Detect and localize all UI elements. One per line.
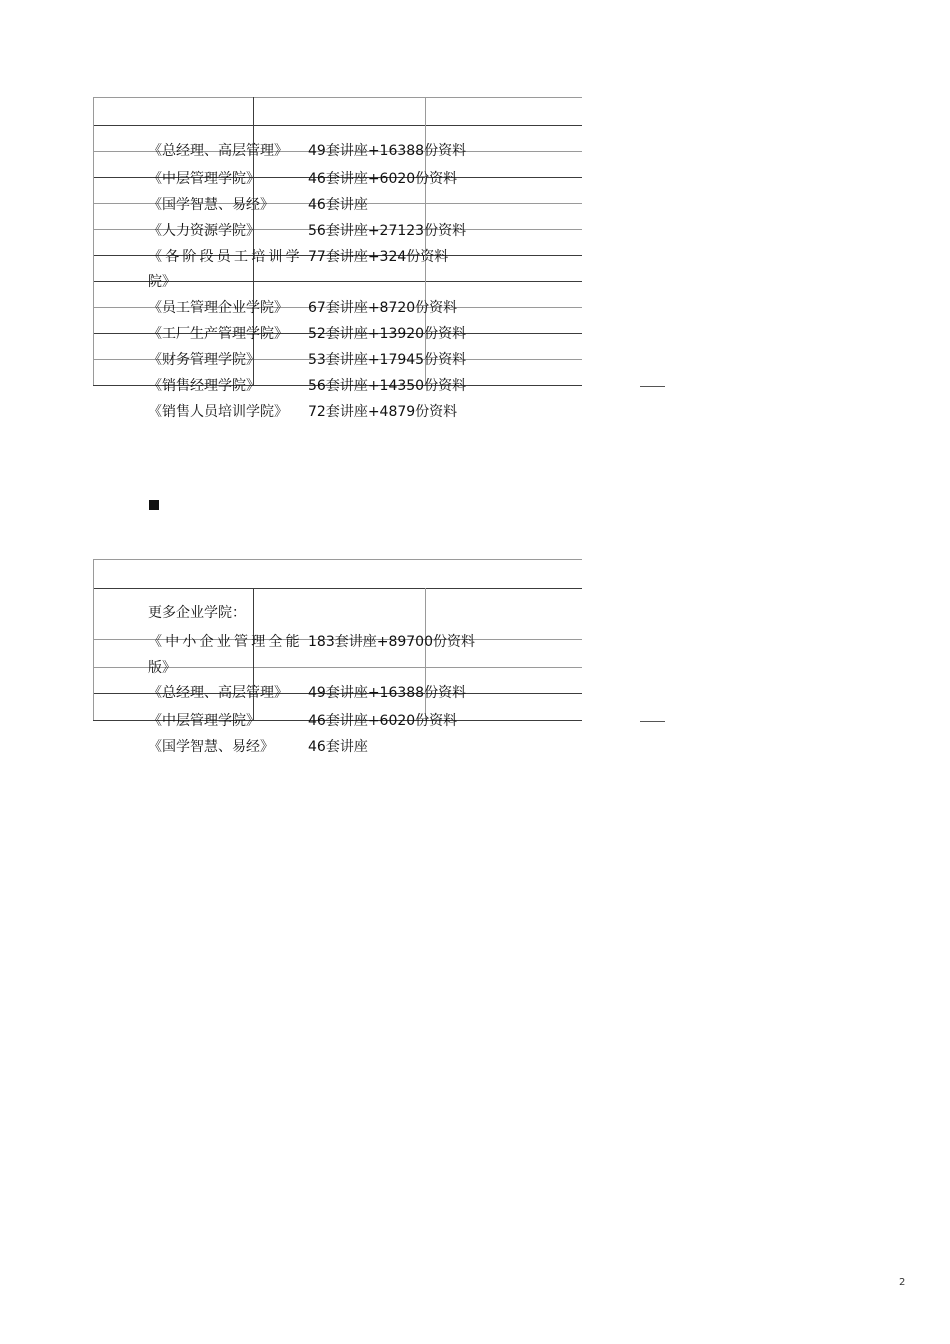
list-item [148, 299, 457, 317]
course-value: 56套讲座+14350份资料 [308, 378, 467, 394]
grid-line [93, 588, 582, 589]
course-value: 53套讲座+17945份资料 [308, 352, 467, 368]
course-name-continued: 院》 [148, 274, 176, 290]
section-heading: 更多企业学院： [148, 605, 246, 621]
course-value: 67套讲座+8720份资料 [308, 300, 458, 316]
dash-mark [640, 721, 665, 722]
course-name: 《财务管理学院》 [148, 352, 260, 368]
black-square-icon [149, 500, 159, 510]
list-item [148, 377, 466, 395]
list-item [148, 351, 466, 369]
course-value: 56套讲座+27123份资料 [308, 223, 467, 239]
course-value: 77套讲座+324份资料 [308, 249, 449, 265]
grid-line [93, 97, 94, 385]
course-value: 46套讲座 [308, 739, 368, 755]
list-item [148, 142, 466, 160]
course-value: 46套讲座+6020份资料 [308, 713, 458, 729]
course-value: 46套讲座 [308, 197, 368, 213]
course-value: 183套讲座+89700份资料 [308, 634, 475, 650]
list-item [148, 712, 457, 730]
course-value: 72套讲座+4879份资料 [308, 404, 458, 420]
course-name: 《销售人员培训学院》 [148, 404, 288, 420]
course-name: 《国学智慧、易经》 [148, 739, 274, 755]
course-name: 《中层管理学院》 [148, 713, 260, 729]
grid-line [93, 559, 582, 560]
grid-line [93, 125, 582, 126]
course-name: 《工厂生产管理学院》 [148, 326, 288, 342]
list-item [148, 738, 368, 756]
dash-mark [640, 386, 665, 387]
course-value: 49套讲座+16388份资料 [308, 685, 467, 701]
grid-line [93, 97, 582, 98]
list-item [148, 170, 457, 188]
list-item [148, 684, 466, 702]
course-name: 《总经理、高层管理》 [148, 685, 288, 701]
course-name-continued: 版》 [148, 660, 176, 676]
course-name: 《国学智慧、易经》 [148, 197, 274, 213]
list-item [148, 403, 457, 421]
list-item [148, 633, 475, 651]
grid-line [93, 559, 94, 720]
course-name: 《中层管理学院》 [148, 171, 260, 187]
course-value: 52套讲座+13920份资料 [308, 326, 467, 342]
list-item [148, 325, 466, 343]
course-value: 46套讲座+6020份资料 [308, 171, 458, 187]
list-item [148, 222, 466, 240]
list-item [148, 248, 448, 266]
course-name: 《中小企业管理全能 [148, 634, 303, 650]
course-name: 《总经理、高层管理》 [148, 143, 288, 159]
course-name: 《员工管理企业学院》 [148, 300, 288, 316]
course-name: 《销售经理学院》 [148, 378, 260, 394]
course-name: 《人力资源学院》 [148, 223, 260, 239]
course-value: 49套讲座+16388份资料 [308, 143, 467, 159]
page-number: 2 [899, 1277, 906, 1288]
list-item [148, 196, 368, 214]
course-name: 《各阶段员工培训学 [148, 249, 303, 265]
